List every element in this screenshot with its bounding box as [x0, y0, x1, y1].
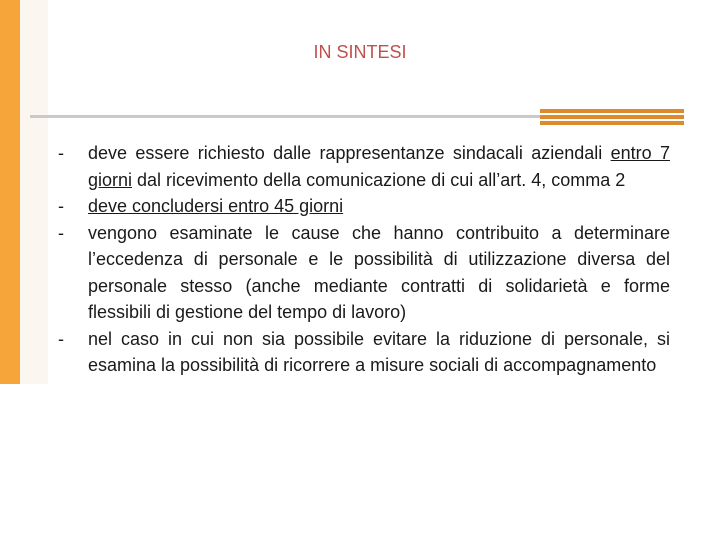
list-item	[58, 193, 670, 220]
bullet-dash: -	[58, 143, 64, 163]
item-text: deve essere richiesto dalle rappresentanze sindacali aziendali	[88, 143, 611, 163]
divider-accent-1	[540, 109, 684, 113]
item-text: vengono esaminate le cause che hanno contribuito a determinare l’eccedenza di personale e le possibilità di utilizzazione diversa del personale stesso (anche mediante contratti di solidarietà e forme flessibili di gestione del tempo di lavoro)	[88, 222, 670, 322]
item-text: dal ricevimento della comunicazione di cui all’art. 4, comma 2	[132, 169, 626, 190]
list-item	[58, 326, 670, 379]
list-item	[58, 220, 670, 326]
item-emphasis: entro 7 giorni	[88, 143, 670, 190]
slide-title: IN SINTESI	[313, 42, 407, 62]
bullet-dash: -	[58, 328, 64, 349]
bullet-dash: -	[58, 196, 64, 216]
divider-accent-2	[540, 115, 684, 119]
bullet-list	[58, 140, 670, 379]
list-item	[58, 140, 670, 193]
item-emphasis: deve concludersi entro 45 giorni	[88, 196, 344, 216]
item-text: nel caso in cui non sia possibile evitare la riduzione di personale, si esamina la possibilità di ricorrere a misure sociali di accompagnamento	[88, 328, 670, 375]
divider-accent-3	[540, 121, 684, 125]
bullet-dash: -	[58, 222, 64, 243]
